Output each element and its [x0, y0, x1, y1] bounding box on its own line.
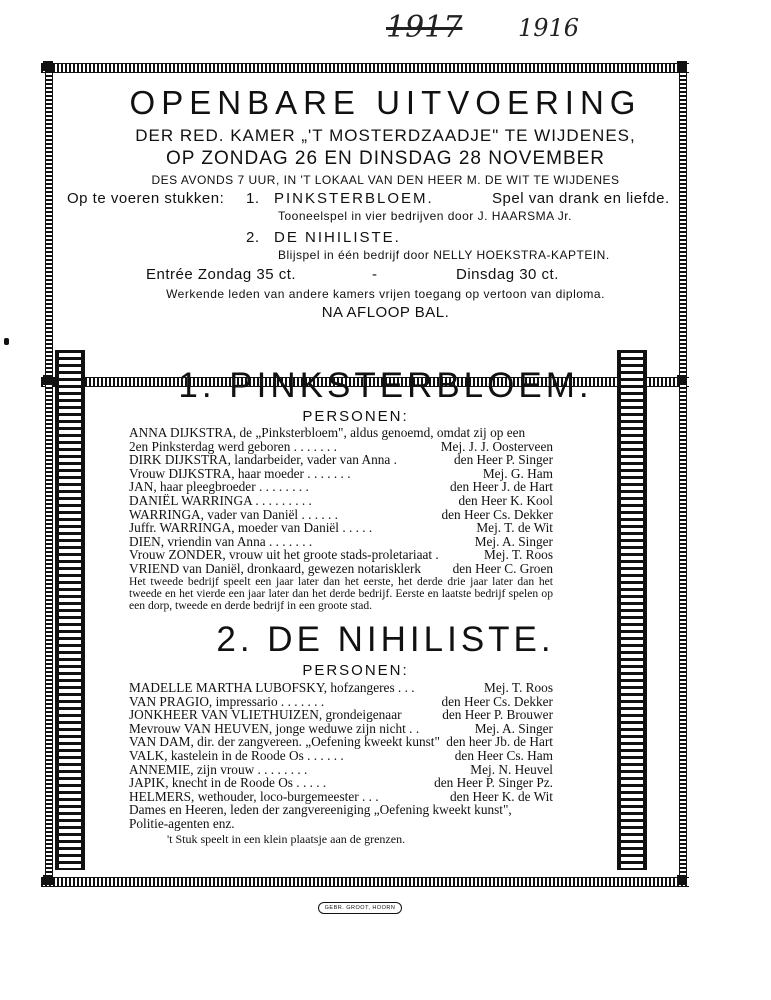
film-perforation: [59, 535, 81, 539]
film-perforation: [59, 472, 81, 476]
time-venue-line: DES AVONDS 7 UUR, IN 'T LOKAAL VAN DEN HEER M. DE WIT TE WIJDENES: [151, 173, 620, 187]
film-perforation: [621, 430, 643, 434]
cast-row: [129, 722, 553, 736]
cast-actor: den Heer P. Singer Pz.: [434, 775, 553, 791]
film-perforation: [621, 360, 643, 364]
cast-actor: den Heer J. de Hart: [449, 479, 553, 495]
film-perforation: [59, 507, 81, 511]
film-perforation: [621, 801, 643, 805]
cast-role: VRIEND van Daniël, dronkaard, gewezen notarisklerk: [129, 560, 422, 576]
film-perforation: [621, 689, 643, 693]
cast-row: [129, 453, 553, 467]
film-perforation: [59, 724, 81, 728]
film-perforation: [59, 605, 81, 609]
cast-actor: den Heer K. de Wit: [450, 788, 553, 804]
poster-title: OPENBARE UITVOERING: [129, 84, 642, 121]
film-perforation: [621, 563, 643, 567]
cast-row: [129, 548, 553, 562]
cast-role: Vrouw ZONDER, vrouw uit het groote stads-proletariaat .: [129, 547, 439, 563]
cast-row: [129, 426, 553, 440]
cast-actor: Mej. A. Singer: [474, 720, 553, 736]
cast-role: ANNA DIJKSTRA, de „Pinksterbloem", aldus genoemd, omdat zij op een: [129, 425, 526, 440]
cast-actor: den heer Jb. de Hart: [446, 734, 553, 750]
cast-role: DANIËL WARRINGA . . . . . . . . .: [129, 492, 312, 508]
date-line: OP ZONDAG 26 EN DINSDAG 28 NOVEMBER: [165, 148, 606, 169]
film-perforation: [621, 836, 643, 840]
film-perforation: [59, 584, 81, 588]
cast-role: JONKHEER VAN VLIETHUIZEN, grondeigenaar: [129, 707, 402, 723]
film-perforation: [621, 682, 643, 686]
cast-actor: Mej. N. Heuvel: [470, 761, 553, 777]
film-perforation: [59, 549, 81, 553]
film-perforation: [621, 605, 643, 609]
film-perforation: [621, 864, 643, 868]
film-perforation: [59, 836, 81, 840]
film-perforation: [59, 353, 81, 357]
play1-cast-list: [129, 426, 553, 576]
film-perforation: [59, 857, 81, 861]
film-strip-left: [55, 350, 85, 870]
film-perforation: [59, 808, 81, 812]
film-perforation: [621, 822, 643, 826]
cast-role: ANNEMIE, zijn vrouw . . . . . . . .: [129, 761, 308, 777]
film-perforation: [59, 591, 81, 595]
film-perforation: [59, 864, 81, 868]
cast-row: [129, 508, 553, 522]
cast-row: [129, 467, 553, 481]
film-perforation: [621, 556, 643, 560]
film-perforation: [59, 437, 81, 441]
cast-role: VAN PRAGIO, impressario . . . . . . .: [129, 693, 325, 709]
cast-row: [129, 562, 553, 576]
film-perforation: [59, 710, 81, 714]
film-perforation: [621, 850, 643, 854]
film-perforation: [59, 850, 81, 854]
film-perforation: [621, 787, 643, 791]
cast-role: Juffr. WARRINGA, moeder van Daniël . . . . .: [129, 520, 373, 536]
film-perforation: [621, 584, 643, 588]
film-perforation: [621, 528, 643, 532]
printer-stamp: GEBR. GROOT, HOORN: [318, 902, 402, 914]
film-perforation: [621, 465, 643, 469]
film-perforation: [621, 451, 643, 455]
film-perforation: [59, 612, 81, 616]
cast-actor: Mej. G. Ham: [482, 465, 553, 481]
film-perforation: [59, 528, 81, 532]
film-perforation: [621, 507, 643, 511]
border-bottom: [41, 877, 689, 887]
film-perforation: [59, 577, 81, 581]
cast-row: [129, 494, 553, 508]
corner-ornament: [43, 61, 53, 71]
film-perforation: [621, 542, 643, 546]
film-perforation: [621, 794, 643, 798]
film-perforation: [59, 682, 81, 686]
film-perforation: [59, 598, 81, 602]
cast-role: VALK, kastelein in de Roode Os . . . . . .: [129, 747, 344, 763]
film-perforation: [59, 479, 81, 483]
film-perforation: [59, 451, 81, 455]
film-perforation: [59, 745, 81, 749]
piece1-title: PINKSTERBLOEM.: [274, 190, 434, 207]
piece1-subtitle: Tooneelspel in vier bedrijven door J. HAARSMA Jr.: [278, 209, 572, 223]
cast-role: JAN, haar pleegbroeder . . . . . . . .: [129, 479, 309, 495]
cast-actor: Mej. T. Roos: [484, 680, 553, 695]
film-perforation: [621, 724, 643, 728]
film-perforation: [59, 542, 81, 546]
film-perforation: [59, 360, 81, 364]
cast-row: [129, 776, 553, 790]
film-perforation: [621, 570, 643, 574]
film-perforation: [621, 472, 643, 476]
film-perforation: [621, 591, 643, 595]
cast-actor: den Heer Cs. Dekker: [441, 693, 553, 709]
film-perforation: [59, 822, 81, 826]
film-perforation: [59, 689, 81, 693]
piece1-number: 1.: [246, 190, 260, 207]
cast-row: [129, 521, 553, 535]
film-perforation: [59, 486, 81, 490]
cast-row: [129, 708, 553, 722]
film-perforation: [59, 563, 81, 567]
film-perforation: [621, 549, 643, 553]
cast-role: DIEN, vriendin van Anna . . . . . . .: [129, 533, 313, 549]
handwritten-year: 1916: [518, 14, 580, 42]
film-perforation: [59, 444, 81, 448]
film-perforation: [621, 493, 643, 497]
film-perforation: [59, 731, 81, 735]
ball-note: NA AFLOOP BAL.: [321, 304, 450, 321]
cast-row: [129, 480, 553, 494]
cast-row: [129, 535, 553, 549]
cast-actor: den Heer Cs. Dekker: [441, 506, 553, 522]
play2-personen-label: PERSONEN:: [302, 662, 409, 679]
film-perforation: [59, 570, 81, 574]
film-perforation: [621, 731, 643, 735]
film-perforation: [59, 493, 81, 497]
film-perforation: [59, 773, 81, 777]
film-perforation: [621, 696, 643, 700]
play2-note: 't Stuk speelt in een klein plaatsje aan de grenzen.: [167, 832, 406, 846]
film-perforation: [621, 514, 643, 518]
cast-actor: den Heer K. Kool: [458, 492, 553, 508]
entree-sunday: Entrée Zondag 35 ct.: [146, 266, 297, 283]
film-perforation: [621, 759, 643, 763]
film-perforation: [59, 801, 81, 805]
cast-row: [129, 681, 553, 695]
play2-cast-list: [129, 681, 553, 831]
film-perforation: [59, 815, 81, 819]
cast-actor: Mej. T. de Wit: [476, 520, 553, 536]
pieces-intro: Op te voeren stukken:: [67, 190, 225, 207]
cast-role: DIRK DIJKSTRA, landarbeider, vader van Anna .: [129, 452, 397, 468]
film-perforation: [59, 465, 81, 469]
film-strip-right: [617, 350, 647, 870]
free-entry-note: Werkende leden van andere kamers vrijen toegang op vertoon van diploma.: [166, 287, 605, 301]
film-perforation: [621, 479, 643, 483]
play1-personen-label: PERSONEN:: [302, 408, 409, 425]
film-perforation: [621, 829, 643, 833]
cast-actor: den Heer C. Groen: [452, 560, 553, 576]
cast-row: [129, 790, 553, 804]
cast-role: Mevrouw VAN HEUVEN, jonge weduwe zijn nicht . .: [129, 720, 420, 736]
ink-mark: [4, 338, 9, 345]
cast-row: [129, 735, 553, 749]
film-perforation: [59, 458, 81, 462]
film-perforation: [621, 521, 643, 525]
film-perforation: [59, 703, 81, 707]
film-perforation: [59, 794, 81, 798]
film-perforation: [621, 577, 643, 581]
film-perforation: [621, 353, 643, 357]
film-perforation: [59, 759, 81, 763]
film-perforation: [59, 843, 81, 847]
film-perforation: [621, 808, 643, 812]
organizer-line: DER RED. KAMER „'T MOSTERDZAADJE" TE WIJDENES,: [135, 126, 636, 145]
film-perforation: [59, 752, 81, 756]
entree-tuesday: Dinsdag 30 ct.: [456, 266, 559, 283]
film-perforation: [621, 444, 643, 448]
film-perforation: [621, 752, 643, 756]
film-perforation: [59, 780, 81, 784]
film-perforation: [59, 521, 81, 525]
cast-role: MADELLE MARTHA LUBOFSKY, hofzangeres . . .: [129, 680, 415, 695]
film-perforation: [621, 535, 643, 539]
cast-role: 2en Pinksterdag werd geboren . . . . . . .: [129, 438, 337, 454]
film-perforation: [59, 500, 81, 504]
piece2-number: 2.: [246, 229, 260, 246]
cast-role: Vrouw DIJKSTRA, haar moeder . . . . . . .: [129, 465, 351, 481]
film-perforation: [621, 486, 643, 490]
film-perforation: [59, 717, 81, 721]
cast-actor: Mej. J. J. Oosterveen: [440, 438, 553, 454]
cast-role: Dames en Heeren, leden der zangvereeniging „Oefening kweekt kunst",: [129, 802, 512, 818]
film-perforation: [621, 612, 643, 616]
film-perforation: [621, 500, 643, 504]
film-perforation: [621, 815, 643, 819]
film-perforation: [621, 738, 643, 742]
film-perforation: [621, 710, 643, 714]
piece1-description: Spel van drank en liefde.: [492, 190, 670, 207]
film-perforation: [621, 458, 643, 462]
film-perforation: [621, 857, 643, 861]
cast-role: WARRINGA, vader van Daniël . . . . . .: [129, 506, 339, 522]
cast-role: JAPIK, knecht in de Roode Os . . . . .: [129, 775, 327, 791]
film-perforation: [621, 773, 643, 777]
cast-actor: den Heer Cs. Ham: [454, 747, 553, 763]
cast-role: Politie-agenten enz.: [129, 815, 235, 831]
cast-row: [129, 440, 553, 454]
film-perforation: [621, 703, 643, 707]
film-perforation: [59, 430, 81, 434]
play1-note: Het tweede bedrijf speelt een jaar later dan het eerste, het derde drie jaar later dan het tweede en het vierde een jaar later dan het derde bedrijf. Eerste en laatste bedrijf spelen op een dorp, tweede en derde bedrijf in een groote stad.: [129, 575, 553, 613]
cast-row: [129, 695, 553, 709]
film-perforation: [621, 745, 643, 749]
cast-row: [129, 817, 553, 831]
border-top: [41, 63, 689, 73]
film-perforation: [621, 598, 643, 602]
film-perforation: [59, 829, 81, 833]
corner-ornament: [43, 875, 53, 885]
entree-separator: -: [372, 266, 378, 283]
film-perforation: [621, 437, 643, 441]
film-perforation: [59, 738, 81, 742]
film-perforation: [621, 766, 643, 770]
film-perforation: [59, 514, 81, 518]
corner-ornament: [677, 875, 687, 885]
corner-ornament: [677, 61, 687, 71]
play2-heading: 2. DE NIHILISTE.: [216, 620, 555, 659]
cast-role: VAN DAM, dir. der zangvereen. „Oefening kweekt kunst": [129, 734, 440, 750]
film-perforation: [59, 696, 81, 700]
film-perforation: [59, 766, 81, 770]
film-perforation: [59, 787, 81, 791]
cast-row: [129, 803, 553, 817]
piece2-subtitle: Blijspel in één bedrijf door NELLY HOEKSTRA-KAPTEIN.: [278, 248, 610, 262]
cast-row: [129, 749, 553, 763]
piece2-title: DE NIHILISTE.: [274, 229, 401, 246]
cast-actor: Mej. T. Roos: [484, 547, 553, 563]
cast-row: [129, 763, 553, 777]
film-perforation: [59, 556, 81, 560]
cast-actor: den Heer P. Singer: [454, 452, 553, 468]
film-perforation: [621, 780, 643, 784]
cast-actor: Mej. A. Singer: [474, 533, 553, 549]
play1-heading: 1. PINKSTERBLOEM.: [178, 366, 593, 405]
film-perforation: [621, 843, 643, 847]
cast-actor: den Heer P. Brouwer: [442, 707, 553, 723]
handwritten-year-crossed: 1917: [386, 10, 463, 45]
cast-role: HELMERS, wethouder, loco-burgemeester . . .: [129, 788, 379, 804]
film-perforation: [621, 717, 643, 721]
